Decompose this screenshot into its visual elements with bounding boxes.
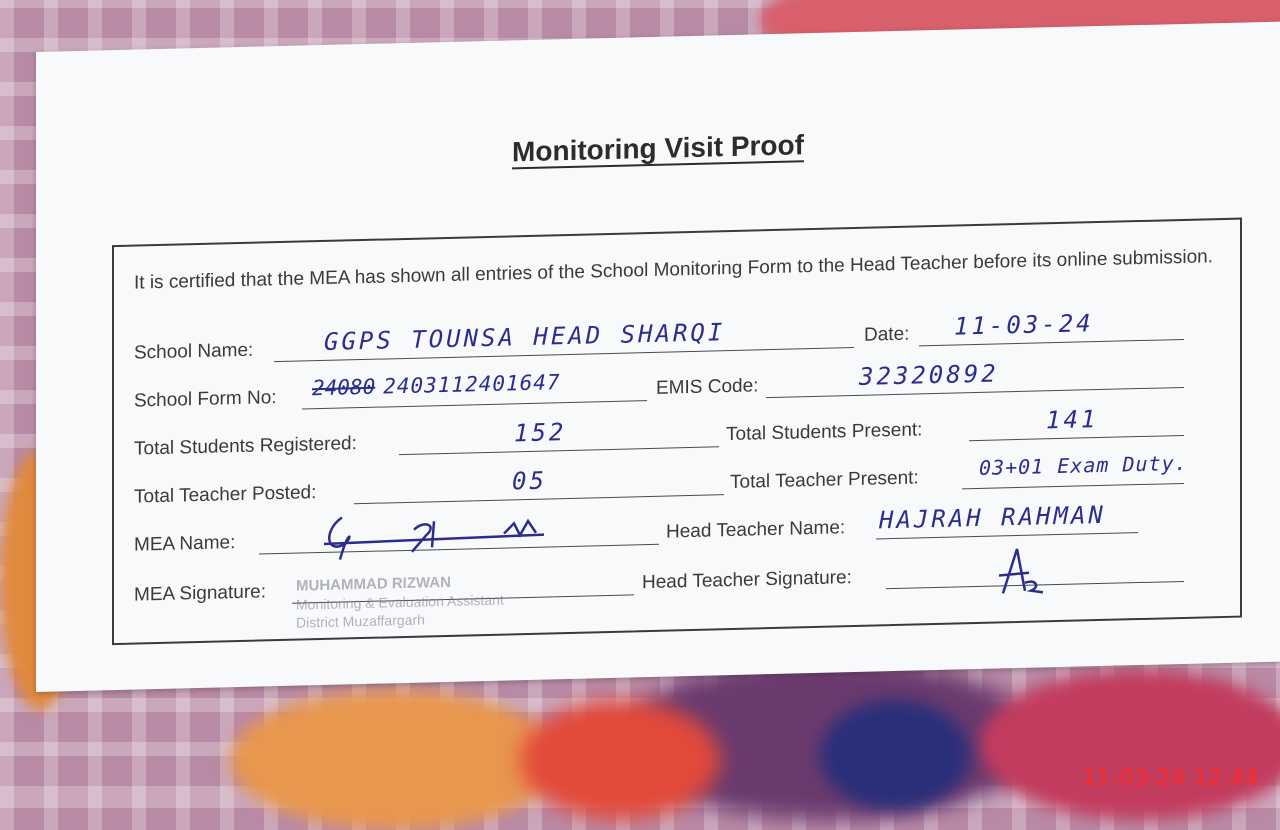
students-registered-value: 152 [514,418,567,448]
stamp-line-2: Monitoring & Evaluation Assistant [296,591,504,613]
teacher-posted-value: 05 [512,466,547,496]
flower-decoration [980,670,1280,820]
school-form-no-value [312,370,561,400]
students-present-label: Total Students Present: [726,419,923,446]
mea-name-label: MEA Name: [134,532,236,556]
certification-text: It is certified that the MEA has shown all entries of the School Monitoring Form to the Head Teacher before its online submission. [134,246,1213,294]
teacher-present-value: 03+01 Exam Duty. [979,450,1188,480]
flower-decoration [520,700,720,820]
students-registered-label: Total Students Registered: [134,433,357,460]
date-label: Date: [864,323,910,346]
school-form-no-line [302,400,647,409]
mea-signature-label: MEA Signature: [134,581,267,606]
teacher-present-label: Total Teacher Present: [730,467,919,494]
school-name-label: School Name: [134,339,254,364]
form-title: Monitoring Visit Proof [512,129,804,168]
form-paper [36,22,1280,692]
teacher-posted-line [354,494,724,504]
students-registered-line [399,446,719,455]
flower-decoration [820,700,970,810]
head-teacher-name-value: HAJRAH RAHMAN [879,500,1106,535]
students-present-line [969,435,1184,441]
form-frame [112,218,1242,646]
mea-stamp [296,573,504,632]
stamp-line-1: MUHAMMAD RIZWAN [296,573,451,595]
date-value: 11-03-24 [954,309,1094,341]
mea-name-scribble [314,504,554,566]
teacher-posted-label: Total Teacher Posted: [134,482,317,508]
head-teacher-signature-label: Head Teacher Signature: [642,567,852,594]
emis-code-label: EMIS Code: [656,375,759,399]
row-names [134,500,1224,561]
head-teacher-signature-mark [989,542,1049,599]
school-form-no-struck: 24080 [312,374,376,401]
row-school-name [134,309,1224,369]
head-teacher-name-label: Head Teacher Name: [666,517,846,543]
stamp-line-3: District Muzaffargarh [296,611,425,631]
photo-timestamp: 11-03-24 12:44 [1082,766,1260,791]
students-present-value: 141 [1046,405,1099,435]
flower-decoration [230,690,560,830]
emis-code-line [766,387,1184,398]
emis-code-value: 32320892 [859,359,999,391]
school-name-value: GGPS TOUNSA HEAD SHARQI [324,318,726,356]
teacher-present-line [962,483,1184,489]
school-form-no-label: School Form No: [134,387,277,412]
school-form-no-number: 2403112401647 [383,370,561,399]
